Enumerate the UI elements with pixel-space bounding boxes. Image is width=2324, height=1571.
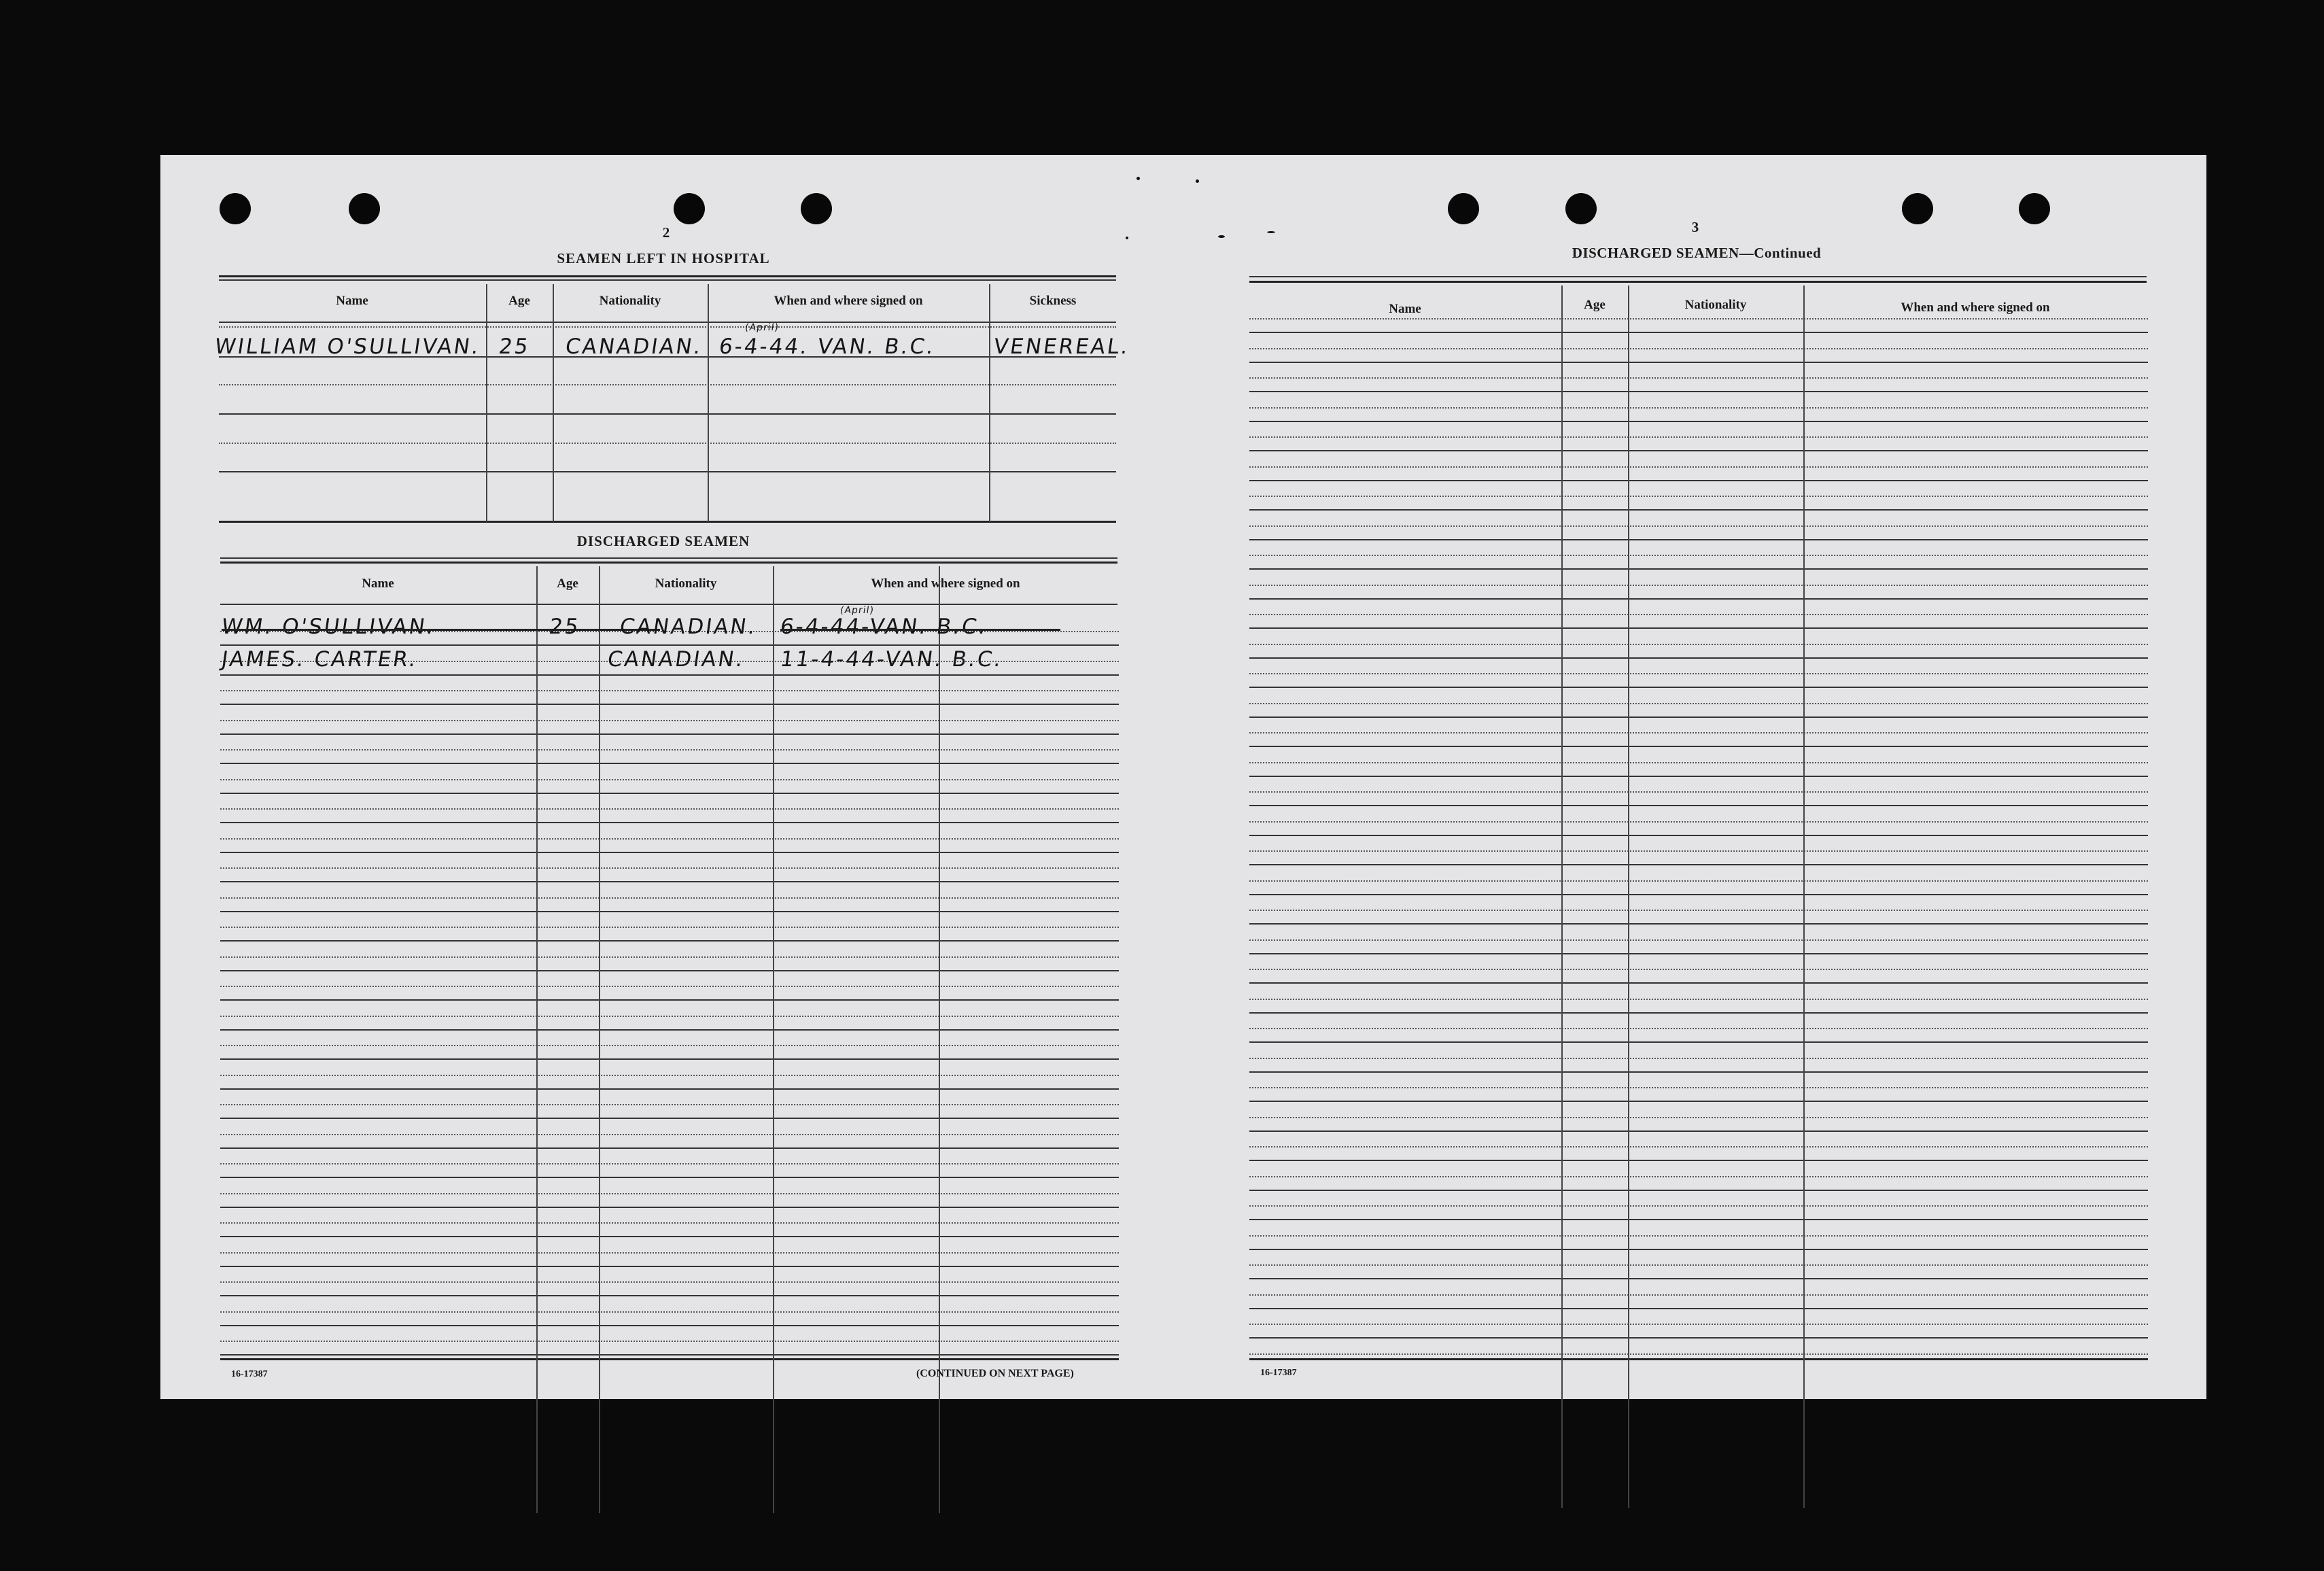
ruled-line xyxy=(220,1088,1119,1090)
ruled-line xyxy=(1249,982,2148,984)
speck xyxy=(1126,237,1128,239)
ruled-line xyxy=(1249,703,2148,704)
ruled-line xyxy=(1249,539,2148,540)
ruled-line xyxy=(220,720,1119,721)
ruled-line xyxy=(1249,1278,2148,1279)
right-col-nationality: Nationality xyxy=(1684,298,1747,312)
speck xyxy=(1196,179,1199,183)
ruled-line xyxy=(220,927,1119,928)
ruled-line xyxy=(1249,746,2148,747)
ruled-line xyxy=(220,1104,1119,1105)
punch-hole xyxy=(2019,193,2050,224)
punch-hole xyxy=(1902,193,1933,224)
ruled-line xyxy=(1249,332,2148,333)
ruled-line xyxy=(1249,1353,2148,1355)
ruled-line xyxy=(220,940,1119,942)
ruled-line xyxy=(1249,598,2148,600)
ruled-line xyxy=(1249,436,2148,438)
discharged-row-2-signed-on: 11-4-44-VAN. B.C. xyxy=(778,647,1005,672)
discharged-row-1-name: WM. O'SULLIVAN. xyxy=(220,615,438,639)
ruled-line xyxy=(1249,953,2148,954)
ruled-line xyxy=(1249,1176,2148,1177)
ruled-line xyxy=(1249,923,2148,925)
ruled-line xyxy=(1249,1264,2148,1266)
strikeout-line xyxy=(780,629,1060,631)
strikeout-line xyxy=(222,629,660,631)
ruled-line xyxy=(1249,805,2148,806)
ruled-line xyxy=(220,822,1119,823)
punch-hole xyxy=(349,193,380,224)
ruled-line xyxy=(220,1354,1119,1356)
ruled-line xyxy=(220,970,1119,971)
ruled-line xyxy=(1249,391,2148,392)
form-number-right: 16-17387 xyxy=(1260,1368,1297,1378)
ruled-line xyxy=(220,749,1119,750)
punch-hole xyxy=(1565,193,1597,224)
ruled-line xyxy=(1249,1058,2148,1059)
punch-hole xyxy=(220,193,251,224)
ruled-line xyxy=(220,911,1119,912)
ruled-line xyxy=(220,1016,1119,1017)
discharged-row-1-signed-on-note: (April) xyxy=(839,605,875,616)
ruled-line xyxy=(1249,1117,2148,1118)
ruled-line xyxy=(1249,939,2148,941)
ruled-line xyxy=(1249,1219,2148,1220)
ruled-line xyxy=(1249,1041,2148,1043)
ruled-line xyxy=(220,1118,1119,1119)
ruled-line xyxy=(220,1193,1119,1194)
ruled-line xyxy=(1249,496,2148,497)
speck xyxy=(1218,235,1225,238)
ruled-line xyxy=(220,1341,1119,1342)
ruled-line xyxy=(1249,850,2148,852)
ruled-line xyxy=(1249,377,2148,379)
hospital-col-nationality: Nationality xyxy=(599,294,661,308)
ruled-line xyxy=(220,1236,1119,1237)
ruled-line xyxy=(1249,1071,2148,1073)
ruled-line xyxy=(220,1147,1119,1149)
hospital-row-name: WILLIAM O'SULLIVAN. xyxy=(213,334,483,359)
hospital-col-age: Age xyxy=(508,294,530,308)
ruled-line xyxy=(1249,627,2148,629)
hospital-col-name: Name xyxy=(336,294,368,308)
ruled-line xyxy=(1249,732,2148,733)
ruled-line xyxy=(220,779,1119,780)
ruled-line xyxy=(220,999,1119,1001)
discharged-row-1-age: 25 xyxy=(547,615,582,639)
ruled-line xyxy=(220,644,1119,646)
ruled-line xyxy=(1249,1012,2148,1014)
ruled-line xyxy=(1249,1190,2148,1191)
ruled-line xyxy=(1249,1130,2148,1132)
ruled-line xyxy=(1249,466,2148,468)
ruled-line xyxy=(1249,568,2148,570)
ruled-line xyxy=(1249,776,2148,777)
ruled-line xyxy=(220,1295,1119,1296)
table-bottom-rule xyxy=(220,1358,1119,1360)
hospital-section-title: SEAMEN LEFT IN HOSPITAL xyxy=(557,250,770,266)
ruled-line xyxy=(1249,1294,2148,1296)
hospital-row-sickness: VENEREAL. xyxy=(992,334,1132,359)
ruled-line xyxy=(220,897,1119,899)
ruled-line xyxy=(1249,555,2148,556)
ruled-line xyxy=(1249,1235,2148,1237)
ruled-line xyxy=(1249,969,2148,970)
ruled-line xyxy=(1249,318,2148,320)
ruled-line xyxy=(220,1029,1119,1031)
right-col-name: Name xyxy=(1389,302,1421,316)
discharged-col-signed-on: When and where signed on xyxy=(871,576,1020,591)
ruled-line xyxy=(1249,407,2148,409)
ruled-line xyxy=(1249,509,2148,511)
ruled-line xyxy=(220,838,1119,840)
ruled-line xyxy=(1249,1087,2148,1088)
ruled-line xyxy=(1249,585,2148,586)
ruled-line xyxy=(1249,421,2148,422)
ruled-line xyxy=(1249,821,2148,823)
ruled-line xyxy=(220,704,1119,705)
hospital-col-sickness: Sickness xyxy=(1029,294,1077,308)
ruled-line xyxy=(220,1266,1119,1267)
ruled-line xyxy=(1249,999,2148,1000)
discharged-row-1-signed-on: 6-4-44-VAN. B.C. xyxy=(778,615,990,639)
ruled-line xyxy=(220,1177,1119,1178)
right-section-title: DISCHARGED SEAMEN—Continued xyxy=(1572,245,1822,261)
right-col-signed-on: When and where signed on xyxy=(1901,300,2050,315)
punch-hole xyxy=(801,193,832,224)
ruled-line xyxy=(220,793,1119,794)
ruled-line xyxy=(1249,525,2148,527)
form-number-left: 16-17387 xyxy=(231,1369,268,1379)
speck xyxy=(1267,231,1275,233)
ruled-line xyxy=(220,1311,1119,1313)
ruled-line xyxy=(1249,673,2148,674)
ruled-line xyxy=(1249,880,2148,882)
discharged-col-nationality: Nationality xyxy=(655,576,717,591)
ruled-line xyxy=(220,1134,1119,1135)
ruled-line xyxy=(1249,1308,2148,1309)
ruled-line xyxy=(1249,835,2148,836)
ruled-line xyxy=(1249,1337,2148,1339)
ruled-line xyxy=(1249,717,2148,718)
ruled-line xyxy=(1249,910,2148,911)
ruled-line xyxy=(220,1325,1119,1326)
hospital-row-nationality: CANADIAN. xyxy=(563,334,705,359)
continued-note: (CONTINUED ON NEXT PAGE) xyxy=(916,1368,1074,1379)
ruled-line xyxy=(220,986,1119,987)
ruled-line xyxy=(220,1252,1119,1254)
ruled-line xyxy=(220,1045,1119,1046)
ruled-line xyxy=(1249,791,2148,793)
hospital-row-age: 25 xyxy=(497,334,532,359)
ruled-line xyxy=(1249,864,2148,865)
discharged-section-title: DISCHARGED SEAMEN xyxy=(576,533,750,549)
ruled-line xyxy=(220,1058,1119,1060)
document-sheet xyxy=(160,155,2206,1399)
punch-hole xyxy=(674,193,705,224)
discharged-row-2-name: JAMES. CARTER. xyxy=(220,647,420,672)
ruled-line xyxy=(1249,1028,2148,1029)
ruled-line xyxy=(220,763,1119,764)
ruled-line xyxy=(1249,614,2148,615)
ruled-line xyxy=(1249,762,2148,763)
ruled-line xyxy=(220,1163,1119,1164)
ruled-line xyxy=(1249,1249,2148,1250)
ruled-line xyxy=(1249,480,2148,481)
right-col-age: Age xyxy=(1584,298,1606,312)
page-number-right: 3 xyxy=(1691,219,1699,235)
hospital-row-signed-on-note: (April) xyxy=(744,322,780,333)
ruled-line xyxy=(220,881,1119,882)
ruled-line xyxy=(220,733,1119,735)
ruled-line xyxy=(1249,1101,2148,1102)
ruled-line xyxy=(220,690,1119,691)
page-number-left: 2 xyxy=(662,224,670,241)
ruled-line xyxy=(1249,1160,2148,1161)
ruled-line xyxy=(220,852,1119,853)
ruled-line xyxy=(1249,894,2148,895)
ruled-line xyxy=(1249,348,2148,349)
ruled-line xyxy=(1249,450,2148,451)
discharged-row-1-nationality: CANADIAN. xyxy=(618,615,759,639)
punch-hole xyxy=(1448,193,1479,224)
ruled-line xyxy=(220,867,1119,869)
ruled-line xyxy=(1249,644,2148,645)
ruled-line xyxy=(220,1075,1119,1076)
table-bottom-rule xyxy=(1249,1358,2148,1360)
hospital-row-signed-on: 6-4-44. VAN. B.C. xyxy=(717,334,937,359)
ruled-line xyxy=(220,956,1119,958)
ruled-line xyxy=(1249,1146,2148,1147)
discharged-col-age: Age xyxy=(557,576,578,591)
discharged-col-name: Name xyxy=(362,576,394,591)
ruled-line xyxy=(220,1222,1119,1224)
speck xyxy=(1137,177,1140,180)
ruled-line xyxy=(1249,1205,2148,1207)
ruled-line xyxy=(220,674,1119,676)
ruled-line xyxy=(220,808,1119,810)
discharged-row-2-nationality: CANADIAN. xyxy=(606,647,747,672)
ruled-line xyxy=(220,1281,1119,1283)
hospital-col-signed-on: When and where signed on xyxy=(774,294,923,308)
ruled-line xyxy=(1249,362,2148,363)
ruled-line xyxy=(1249,687,2148,688)
ruled-line xyxy=(1249,1324,2148,1325)
ruled-line xyxy=(220,1207,1119,1208)
ruled-line xyxy=(1249,657,2148,659)
